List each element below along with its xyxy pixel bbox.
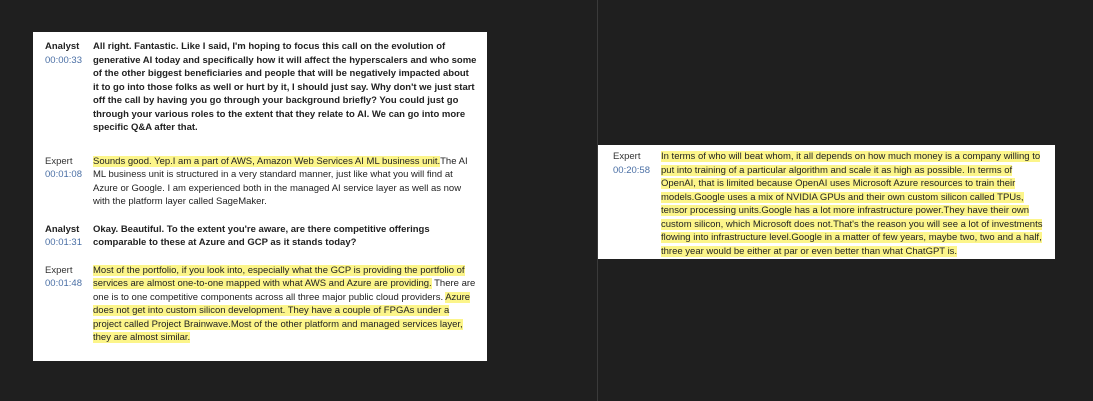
transcript-card-right [598, 145, 1055, 259]
text-segment: All right. Fantastic. Like I said, I'm hoping to focus this call on the evolution of generative AI today and specifically how it will affect the hyperscalers and who some of the other biggest beneficiaries and people that will be negatively impacted about it to go into those folks as well or hurt by it, I should just say. Why don't we just start off the call by having you go through your background briefly? You could just go through your various roles to the extent that they relate to AI. We can go into more specific Q&A after that. [93, 41, 477, 133]
transcript-entry [45, 264, 477, 345]
speaker-column [613, 150, 661, 177]
transcript-entry [45, 155, 477, 209]
speaker-label: Analyst [45, 223, 80, 235]
speaker-label: Expert [45, 264, 73, 276]
highlighted-segment[interactable]: In terms of who will beat whom, it all depends on how much money is a company willing to put into training of a particular algorithm and scale it as high as possible. In terms of OpenAI, that is limited because OpenAI uses Microsoft Azure resources to train their models.Google uses a mix of NVIDIA GPUs and their own custom silicon called TPUs, tensor processing units.Google has a lot more infrastructure power.They have their own custom silicon, which Microsoft does not.That's the reason you will see a lot of investments flowing into infrastructure level.Google in a matter of few years, maybe two, two and a half, three year would be either at par or even better than what ChatGPT is. [661, 151, 1043, 257]
text-segment: Okay. Beautiful. To the extent you're aware, are there competitive offerings comparable to these at Azure and GCP as it stands today? [93, 223, 430, 248]
timestamp[interactable]: 00:01:31 [45, 237, 82, 248]
speaker-column [45, 223, 93, 250]
timestamp[interactable]: 00:01:08 [45, 169, 82, 180]
transcript-card-left [33, 32, 487, 361]
transcript-entry [613, 150, 1045, 258]
highlighted-segment[interactable]: Azure does not get into custom silicon development. They have a couple of FPGAs under a project called Project Brainwave.Most of the other platform and managed services layer, they are almost similar. [93, 291, 471, 343]
speaker-column [45, 264, 93, 291]
highlighted-segment[interactable]: Most of the portfolio, if you look into, especially what the GCP is providing the portfolio of services are almost one-to-one mapped with what AWS and Azure are providing. [93, 264, 465, 289]
transcript-entry [45, 223, 477, 250]
text-segment: There are one is to one competitive components across all three major public cloud providers. [93, 278, 476, 303]
highlighted-segment[interactable]: Sounds good. Yep.I am a part of AWS, Amazon Web Services AI ML business unit. [93, 155, 441, 167]
transcript-entry [45, 40, 477, 135]
utterance-text [93, 155, 477, 209]
speaker-label: Analyst [45, 41, 80, 52]
text-segment: The AI ML business unit is structured in a very standard manner, just like what you will find at Azure or Google. I am experienced both in the managed AI service layer as well as now with the platform layer called SageMaker. [93, 155, 468, 207]
utterance-text [93, 264, 477, 345]
speaker-label: Expert [45, 155, 73, 167]
speaker-label: Expert [613, 151, 641, 162]
timestamp[interactable]: 00:01:48 [45, 278, 82, 289]
speaker-column [45, 155, 93, 182]
utterance-text [93, 40, 477, 135]
speaker-column [45, 40, 93, 67]
timestamp[interactable]: 00:00:33 [45, 54, 82, 66]
timestamp[interactable]: 00:20:58 [613, 164, 650, 176]
utterance-text [661, 150, 1045, 258]
utterance-text [93, 223, 477, 250]
